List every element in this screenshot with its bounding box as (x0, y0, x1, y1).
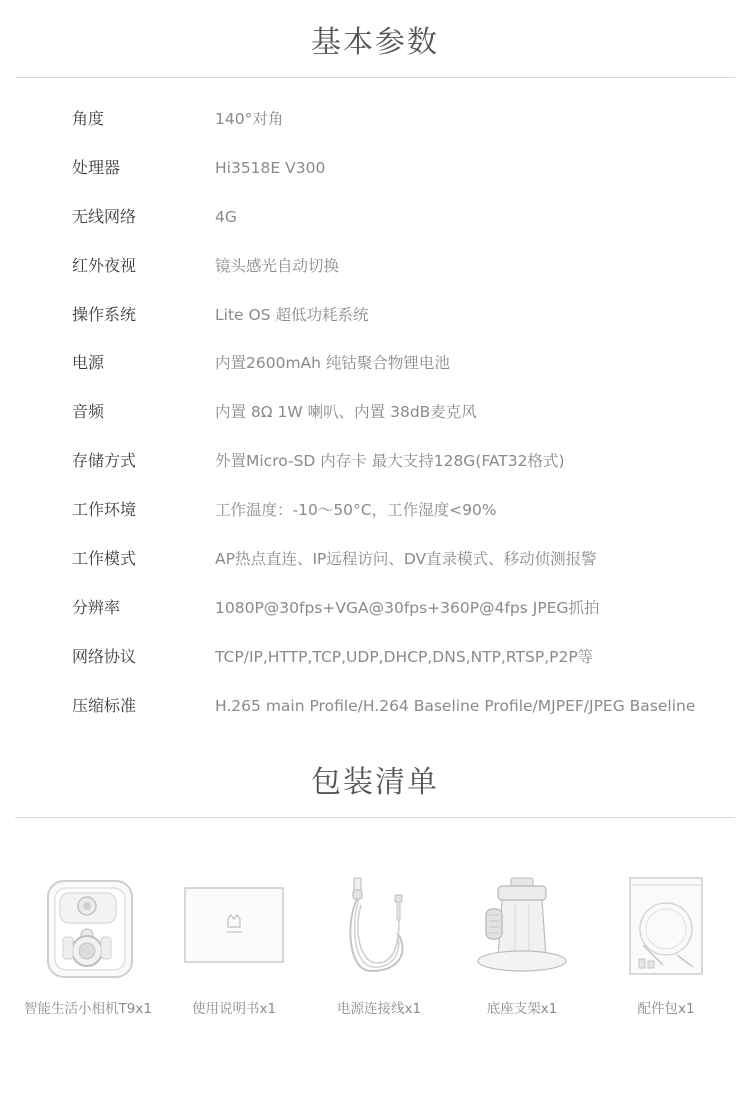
spec-value: 外置Micro-SD 内存卡 最大支持128G(FAT32格式) (215, 452, 565, 471)
spec-value: 镜头感光自动切换 (215, 256, 340, 275)
package-items (0, 860, 750, 1030)
spec-label: 音频 (72, 402, 105, 422)
spec-row (0, 584, 750, 633)
spec-label: 处理器 (72, 157, 121, 177)
spec-label: 压缩标准 (72, 695, 137, 715)
spec-row (0, 388, 750, 437)
spec-value: 内置2600mAh 纯钴聚合物锂电池 (215, 354, 450, 373)
spec-row (0, 193, 750, 242)
package-item-camera (13, 860, 163, 1030)
spec-row (0, 339, 750, 388)
spec-title-divider (15, 77, 735, 78)
spec-value: 4G (215, 207, 237, 226)
package-item-label: 配件包x1 (637, 1001, 695, 1017)
package-item-accessory-bag (591, 860, 741, 1030)
package-title-divider (15, 817, 735, 818)
package-item-cable (304, 860, 454, 1030)
spec-row (0, 682, 750, 731)
spec-label: 网络协议 (72, 646, 137, 666)
package-item-label: 智能生活小相机T9x1 (24, 1001, 152, 1017)
spec-value: 140°对角 (215, 110, 284, 128)
spec-value: Hi3518E V300 (215, 158, 326, 177)
spec-value: 内置 8Ω 1W 喇叭、内置 38dB麦克风 (215, 403, 477, 422)
package-item-label: 使用说明书x1 (191, 1001, 277, 1017)
accessory-bag-icon (591, 875, 741, 985)
spec-row (0, 633, 750, 682)
spec-row (0, 486, 750, 535)
spec-list (0, 95, 750, 731)
spec-row (0, 535, 750, 584)
spec-section-title: 基本参数 (311, 25, 439, 60)
spec-label: 无线网络 (72, 206, 137, 226)
manual-icon (159, 875, 309, 985)
spec-label: 红外夜视 (72, 255, 137, 275)
spec-label: 存储方式 (72, 451, 137, 471)
spec-value: TCP/IP,HTTP,TCP,UDP,DHCP,DNS,NTP,RTSP,P2P等 (215, 647, 594, 666)
spec-label: 工作环境 (72, 500, 137, 520)
spec-value: H.265 main Profile/H.264 Baseline Profile/MJPEF/JPEG Baseline (215, 696, 696, 715)
spec-label: 角度 (72, 109, 105, 128)
spec-label: 工作模式 (72, 549, 137, 569)
package-section-title: 包装清单 (311, 765, 439, 800)
package-item-manual (159, 860, 309, 1030)
spec-value: 1080P@30fps+VGA@30fps+360P@4fps JPEG抓拍 (215, 598, 600, 617)
cable-icon (304, 875, 454, 985)
mount-icon (447, 875, 597, 985)
spec-value: 工作温度：-10～50°C，工作湿度<90% (215, 501, 497, 520)
spec-value: Lite OS 超低功耗系统 (215, 305, 369, 324)
spec-row (0, 242, 750, 291)
camera-icon (13, 875, 163, 985)
package-item-label: 电源连接线x1 (336, 1001, 422, 1017)
spec-value: AP热点直连、IP远程访问、DV直录模式、移动侦测报警 (215, 550, 597, 569)
spec-row (0, 291, 750, 340)
package-item-label: 底座支架x1 (486, 1001, 558, 1017)
spec-label: 操作系统 (72, 304, 137, 324)
spec-label: 电源 (72, 353, 105, 373)
package-item-mount (447, 860, 597, 1030)
spec-label: 分辨率 (72, 597, 121, 617)
spec-row (0, 144, 750, 193)
spec-row (0, 437, 750, 486)
spec-row (0, 95, 750, 144)
